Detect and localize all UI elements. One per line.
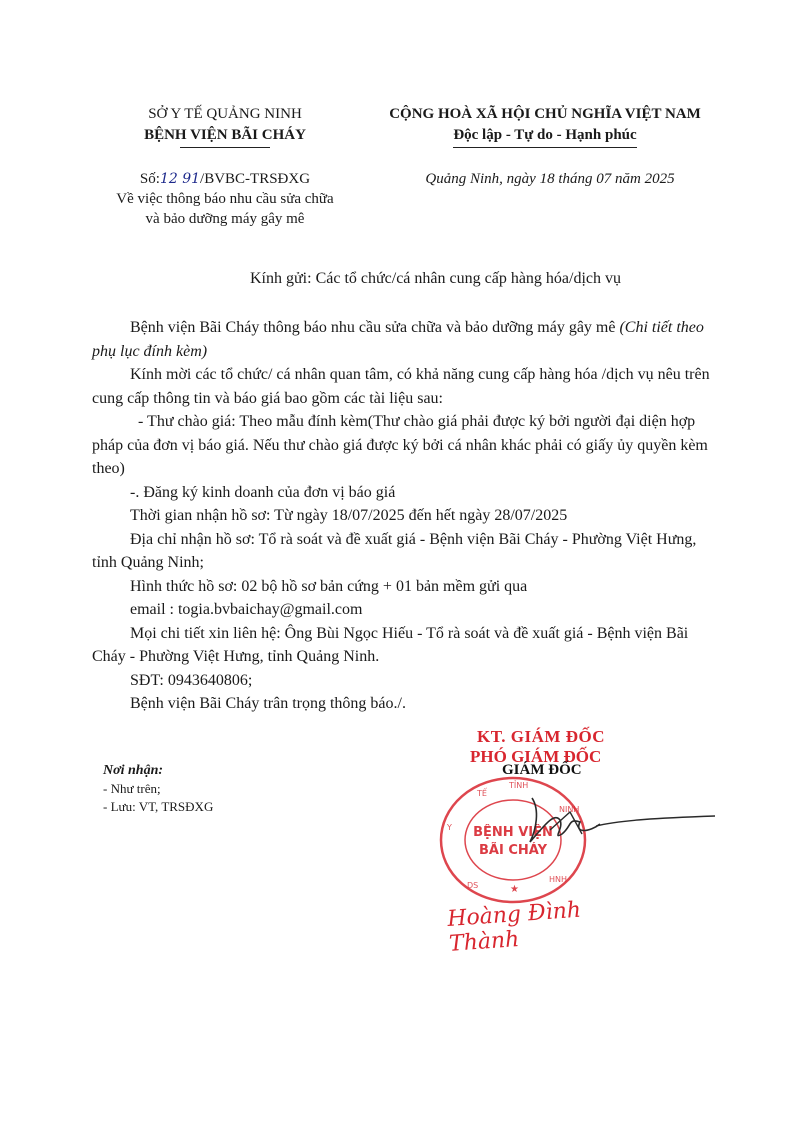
svg-text:Y: Y xyxy=(447,823,452,832)
svg-text:TỈNH: TỈNH xyxy=(509,781,529,790)
handwritten-doc-number: 12 91 xyxy=(159,171,201,187)
svg-text:DS: DS xyxy=(467,881,479,890)
body-paragraph-1-note: (Chi tiết theo phụ lục đính kèm) xyxy=(92,319,704,360)
document-number-block xyxy=(110,169,340,229)
body-paragraph-7: Hình thức hồ sơ: 02 bộ hồ sơ bản cứng + 01 bản mềm gửi qua xyxy=(130,577,528,595)
seal-text-line2: BÃI CHÁY xyxy=(479,843,547,858)
body-paragraph-4: -. Đăng ký kinh doanh của đơn vị báo giá xyxy=(130,483,396,501)
body-paragraph-5: Thời gian nhận hồ sơ: Từ ngày 18/07/2025 đến hết ngày 28/07/2025 xyxy=(130,507,568,524)
signer-name: Hoàng Đình Thành xyxy=(446,897,582,957)
national-title: CỘNG HOÀ XÃ HỘI CHỦ NGHĨA VIỆT NAM xyxy=(389,106,701,122)
hospital-name-underline xyxy=(180,147,270,148)
document-subject: Về việc thông báo nhu cầu sửa chữa và bảo dưỡng máy gây mê xyxy=(116,191,334,227)
document-body xyxy=(92,316,724,716)
national-motto: Độc lập - Tự do - Hạnh phúc xyxy=(453,125,636,148)
document-number xyxy=(110,169,340,189)
body-paragraph-1-text: Bệnh viện Bãi Cháy thông báo nhu cầu sửa chữa và bảo dưỡng máy gây mê xyxy=(130,319,616,336)
stamp-role-label: PHÓ GIÁM ĐỐC xyxy=(470,747,602,766)
recipient-item: - Lưu: VT, TRSĐXG xyxy=(103,799,214,814)
parent-organization: SỞ Y TẾ QUẢNG NINH xyxy=(148,106,302,122)
body-paragraph-2: Kính mời các tổ chức/ cá nhân quan tâm, có khả năng cung cấp hàng hóa /dịch vụ nêu trên cung cấp thông tin và báo giá bao gồm các tài liệu sau: xyxy=(92,366,710,407)
doc-number-suffix: /BVBC-TRSĐXG xyxy=(200,171,311,187)
svg-text:HNH: HNH xyxy=(549,875,568,884)
body-paragraph-8: email : togia.bvbaichay@gmail.com xyxy=(130,601,363,618)
seal-text-line1: BỆNH VIỆN xyxy=(473,825,553,840)
recipients-title: Nơi nhận: xyxy=(103,763,164,778)
svg-text:TẾ: TẾ xyxy=(477,789,487,798)
printed-director-title: GIÁM ĐỐC xyxy=(502,762,582,778)
body-paragraph-9: Mọi chi tiết xin liên hệ: Ông Bùi Ngọc Hiếu - Tổ rà soát và đề xuất giá - Bệnh viện Bãi Cháy - Phường Việt Hưng, tỉnh Quảng Ninh. xyxy=(92,624,689,665)
header-organization xyxy=(100,104,350,148)
body-paragraph-6: Địa chỉ nhận hồ sơ: Tổ rà soát và đề xuất giá - Bệnh viện Bãi Cháy - Phường Việt Hưng, tỉnh Quảng Ninh; xyxy=(92,530,697,571)
body-paragraph-11: Bệnh viện Bãi Cháy trân trọng thông báo./. xyxy=(130,695,406,712)
doc-number-prefix: Số: xyxy=(139,171,160,187)
svg-text:★: ★ xyxy=(510,884,519,895)
handwritten-signature xyxy=(510,790,740,860)
hospital-name: BỆNH VIỆN BÃI CHÁY xyxy=(144,127,306,143)
recipient-item: - Như trên; xyxy=(103,781,161,796)
header-national xyxy=(355,104,735,148)
document-date: Quảng Ninh, ngày 18 tháng 07 năm 2025 xyxy=(425,171,675,187)
recipients-block xyxy=(103,762,363,816)
svg-text:NINH: NINH xyxy=(559,805,580,814)
body-paragraph-3: - Thư chào giá: Theo mẫu đính kèm(Thư chào giá phải được ký bởi người đại diện hợp pháp của đơn vị báo giá. Nếu thư chào giá được ký bởi cá nhân khác phải có giấy ủy quyền kèm theo) xyxy=(92,413,708,477)
body-paragraph-10: SĐT: 0943640806; xyxy=(130,671,253,689)
body-paragraph-1 xyxy=(92,316,724,363)
stamp-kt-label: KT. GIÁM ĐỐC xyxy=(477,727,605,746)
greeting: Kính gửi: Các tổ chức/cá nhân cung cấp hàng hóa/dịch vụ xyxy=(250,270,622,287)
